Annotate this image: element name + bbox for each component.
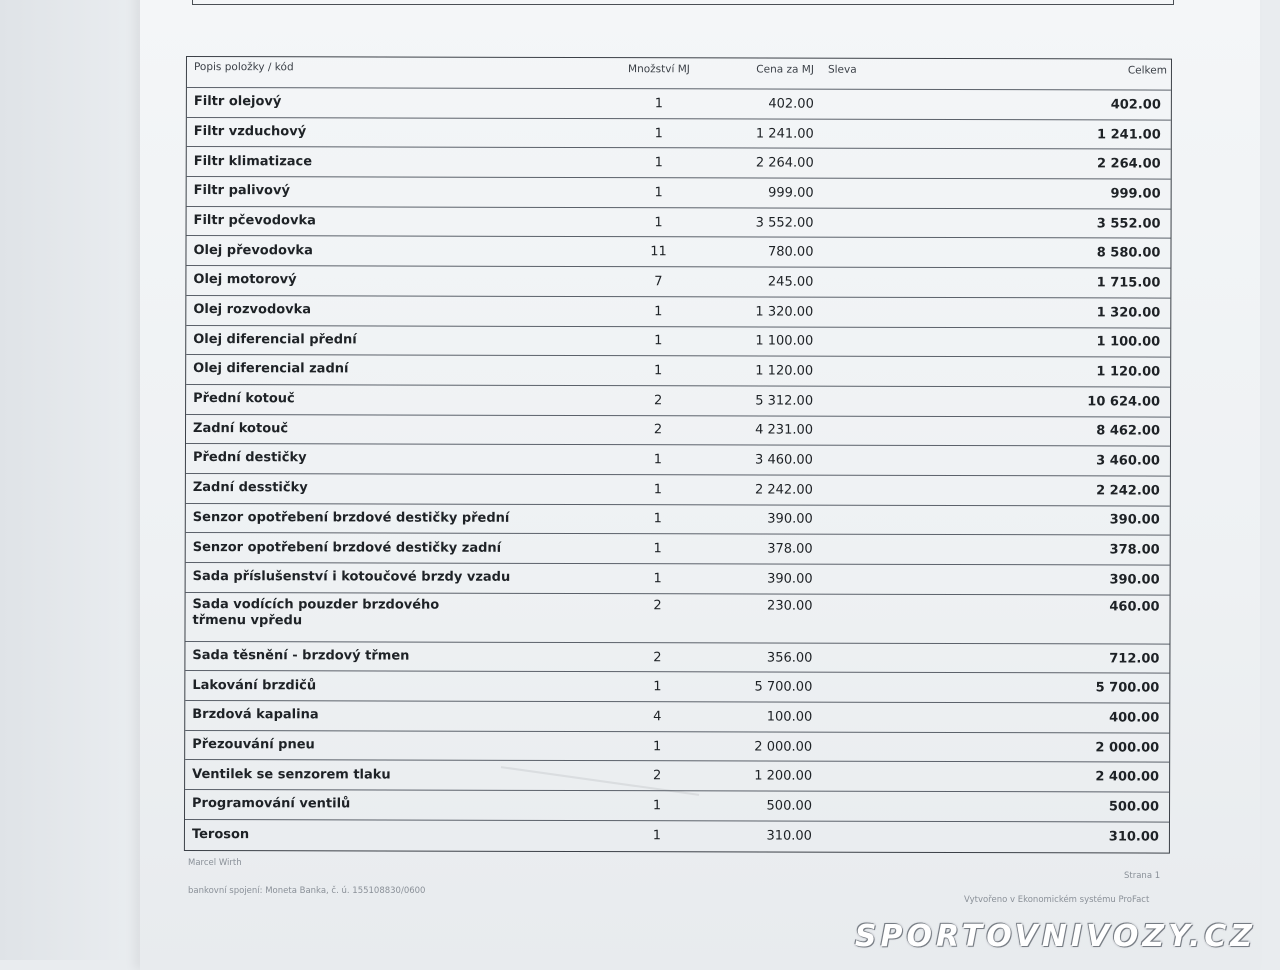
footer-bank: bankovní spojení: Moneta Banka, č. ú. 155108830/0600 [188, 886, 425, 896]
table-row [185, 593, 1169, 645]
table-row [185, 820, 1169, 852]
item-total: 2 242.00 [887, 483, 1170, 499]
table-row [186, 415, 1170, 447]
item-quantity: 1 [613, 541, 703, 556]
item-description: Olej motorový [186, 272, 593, 289]
item-unit-price: 390.00 [703, 512, 813, 527]
item-total: 3 552.00 [888, 215, 1171, 231]
item-total: 390.00 [887, 512, 1170, 528]
item-description: Lakování brzdičů [185, 678, 592, 695]
table-row [186, 385, 1170, 417]
item-description: Olej rozvodovka [186, 302, 593, 319]
header-description: Popis položky / kód [187, 61, 594, 75]
previous-table-edge [192, 0, 1174, 5]
item-total: 1 100.00 [887, 334, 1170, 350]
item-quantity: 1 [614, 185, 704, 200]
item-unit-price: 1 120.00 [703, 363, 813, 378]
item-description: Filtr klimatizace [187, 154, 594, 171]
footer-generator: Vytvořeno v Ekonomickém systému ProFact [964, 895, 1149, 905]
item-quantity: 1 [613, 363, 703, 378]
item-total: 310.00 [886, 829, 1169, 845]
item-total: 400.00 [886, 710, 1169, 726]
table-row [187, 207, 1171, 239]
item-description: Programování ventilů [185, 796, 592, 813]
item-quantity: 1 [612, 739, 702, 754]
item-unit-price: 245.00 [703, 274, 813, 289]
item-description: Ventilek se senzorem tlaku [185, 767, 592, 784]
item-quantity: 1 [613, 304, 703, 319]
item-total: 8 580.00 [887, 245, 1170, 261]
header-total: Celkem [888, 64, 1171, 77]
table-row [187, 88, 1171, 120]
table-row [186, 533, 1170, 565]
table-row [186, 563, 1170, 595]
item-unit-price: 402.00 [704, 96, 814, 111]
table-row [187, 177, 1171, 209]
item-unit-price: 1 200.00 [702, 769, 812, 784]
table-row [186, 236, 1170, 268]
item-quantity: 1 [614, 96, 704, 111]
item-total: 712.00 [886, 650, 1169, 666]
item-unit-price: 390.00 [703, 571, 813, 586]
item-description: Přezouvání pneu [185, 737, 592, 754]
item-unit-price: 5 700.00 [702, 680, 812, 695]
item-description: Olej diferencial zadní [186, 361, 593, 378]
item-total: 378.00 [887, 542, 1170, 558]
table-row [185, 790, 1169, 822]
item-unit-price: 2 264.00 [704, 156, 814, 171]
table-row [186, 326, 1170, 358]
item-description: Sada příslušenství i kotoučové brzdy vzadu [186, 569, 593, 586]
table-body [185, 88, 1171, 852]
item-unit-price: 2 000.00 [702, 739, 812, 754]
item-unit-price: 378.00 [703, 542, 813, 557]
table-row [186, 504, 1170, 536]
item-total: 2 264.00 [888, 156, 1171, 172]
item-total: 10 624.00 [887, 394, 1170, 410]
item-description: Filtr palivový [187, 183, 594, 200]
item-quantity: 2 [613, 423, 703, 438]
item-quantity: 1 [613, 571, 703, 586]
item-total: 1 241.00 [888, 126, 1171, 142]
item-total: 2 000.00 [886, 739, 1169, 755]
item-quantity: 11 [613, 244, 703, 259]
item-description: Olej převodovka [186, 243, 593, 260]
item-quantity: 2 [612, 768, 702, 783]
item-quantity: 2 [613, 393, 703, 408]
item-total: 999.00 [888, 186, 1171, 202]
table-row [185, 642, 1169, 674]
item-unit-price: 3 552.00 [704, 215, 814, 230]
item-quantity: 1 [612, 679, 702, 694]
item-unit-price: 999.00 [704, 185, 814, 200]
item-unit-price: 230.00 [703, 598, 813, 613]
item-unit-price: 1 100.00 [703, 334, 813, 349]
item-quantity: 1 [614, 126, 704, 141]
item-total: 390.00 [887, 572, 1170, 588]
item-quantity: 1 [614, 215, 704, 230]
item-unit-price: 5 312.00 [703, 393, 813, 408]
table-row [187, 147, 1171, 179]
item-unit-price: 356.00 [702, 650, 812, 665]
item-quantity: 1 [614, 155, 704, 170]
item-description: Teroson [185, 827, 592, 844]
item-unit-price: 2 242.00 [703, 482, 813, 497]
item-description: Zadní desstičky [186, 480, 593, 497]
item-total: 1 320.00 [887, 304, 1170, 320]
item-quantity: 1 [613, 452, 703, 467]
header-quantity: Množství MJ [614, 63, 704, 75]
item-unit-price: 3 460.00 [703, 452, 813, 467]
item-quantity: 1 [613, 333, 703, 348]
item-unit-price: 4 231.00 [703, 423, 813, 438]
table-row [187, 118, 1171, 150]
item-description: Filtr vzduchový [187, 124, 594, 141]
item-quantity: 2 [612, 650, 702, 665]
item-total: 460.00 [887, 599, 1170, 615]
table-row [186, 355, 1170, 387]
item-description: Přední destičky [186, 450, 593, 467]
table-row [186, 296, 1170, 328]
item-unit-price: 1 320.00 [703, 304, 813, 319]
footer-author: Marcel Wirth [188, 858, 242, 868]
watermark: SPORTOVNIVOZY.CZ [855, 919, 1256, 954]
item-unit-price: 780.00 [703, 245, 813, 260]
item-total: 402.00 [888, 97, 1171, 113]
invoice-items-table [184, 56, 1172, 853]
header-discount: Sleva [814, 64, 888, 76]
item-description: Brzdová kapalina [185, 707, 592, 724]
item-description: Senzor opotřebení brzdové destičky zadní [186, 540, 593, 557]
item-description: Filtr pčevodovka [187, 213, 594, 230]
table-row [185, 671, 1169, 703]
item-total: 3 460.00 [887, 453, 1170, 469]
item-description: Filtr olejový [187, 94, 594, 111]
item-description: Senzor opotřebení brzdové destičky přední [186, 510, 593, 527]
item-description: Přední kotouč [186, 391, 593, 408]
item-quantity: 1 [613, 512, 703, 527]
table-row [185, 760, 1169, 792]
item-unit-price: 500.00 [702, 798, 812, 813]
item-quantity: 7 [613, 274, 703, 289]
item-total: 1 715.00 [887, 275, 1170, 291]
item-unit-price: 100.00 [702, 709, 812, 724]
item-description: Sada těsnění - brzdový třmen [185, 648, 592, 665]
item-unit-price: 1 241.00 [704, 126, 814, 141]
item-total: 2 400.00 [886, 769, 1169, 785]
item-quantity: 1 [612, 798, 702, 813]
header-unit-price: Cena za MJ [704, 63, 814, 75]
item-total: 5 700.00 [886, 680, 1169, 696]
table-row [186, 266, 1170, 298]
item-description: Zadní kotouč [186, 421, 593, 438]
table-row [185, 701, 1169, 733]
item-quantity: 4 [612, 709, 702, 724]
item-description: Olej diferencial přední [186, 332, 593, 349]
item-unit-price: 310.00 [702, 829, 812, 844]
item-quantity: 2 [613, 598, 703, 613]
item-total: 1 120.00 [887, 364, 1170, 380]
item-total: 500.00 [886, 799, 1169, 815]
table-row [185, 731, 1169, 763]
item-quantity: 1 [612, 828, 702, 843]
table-row [186, 474, 1170, 506]
footer-page: Strana 1 [1124, 871, 1160, 881]
item-quantity: 1 [613, 482, 703, 497]
item-total: 8 462.00 [887, 423, 1170, 439]
table-header-row [187, 57, 1171, 91]
item-description: Sada vodících pouzder brzdového třmenu vpředu [185, 597, 492, 630]
table-row [186, 444, 1170, 476]
